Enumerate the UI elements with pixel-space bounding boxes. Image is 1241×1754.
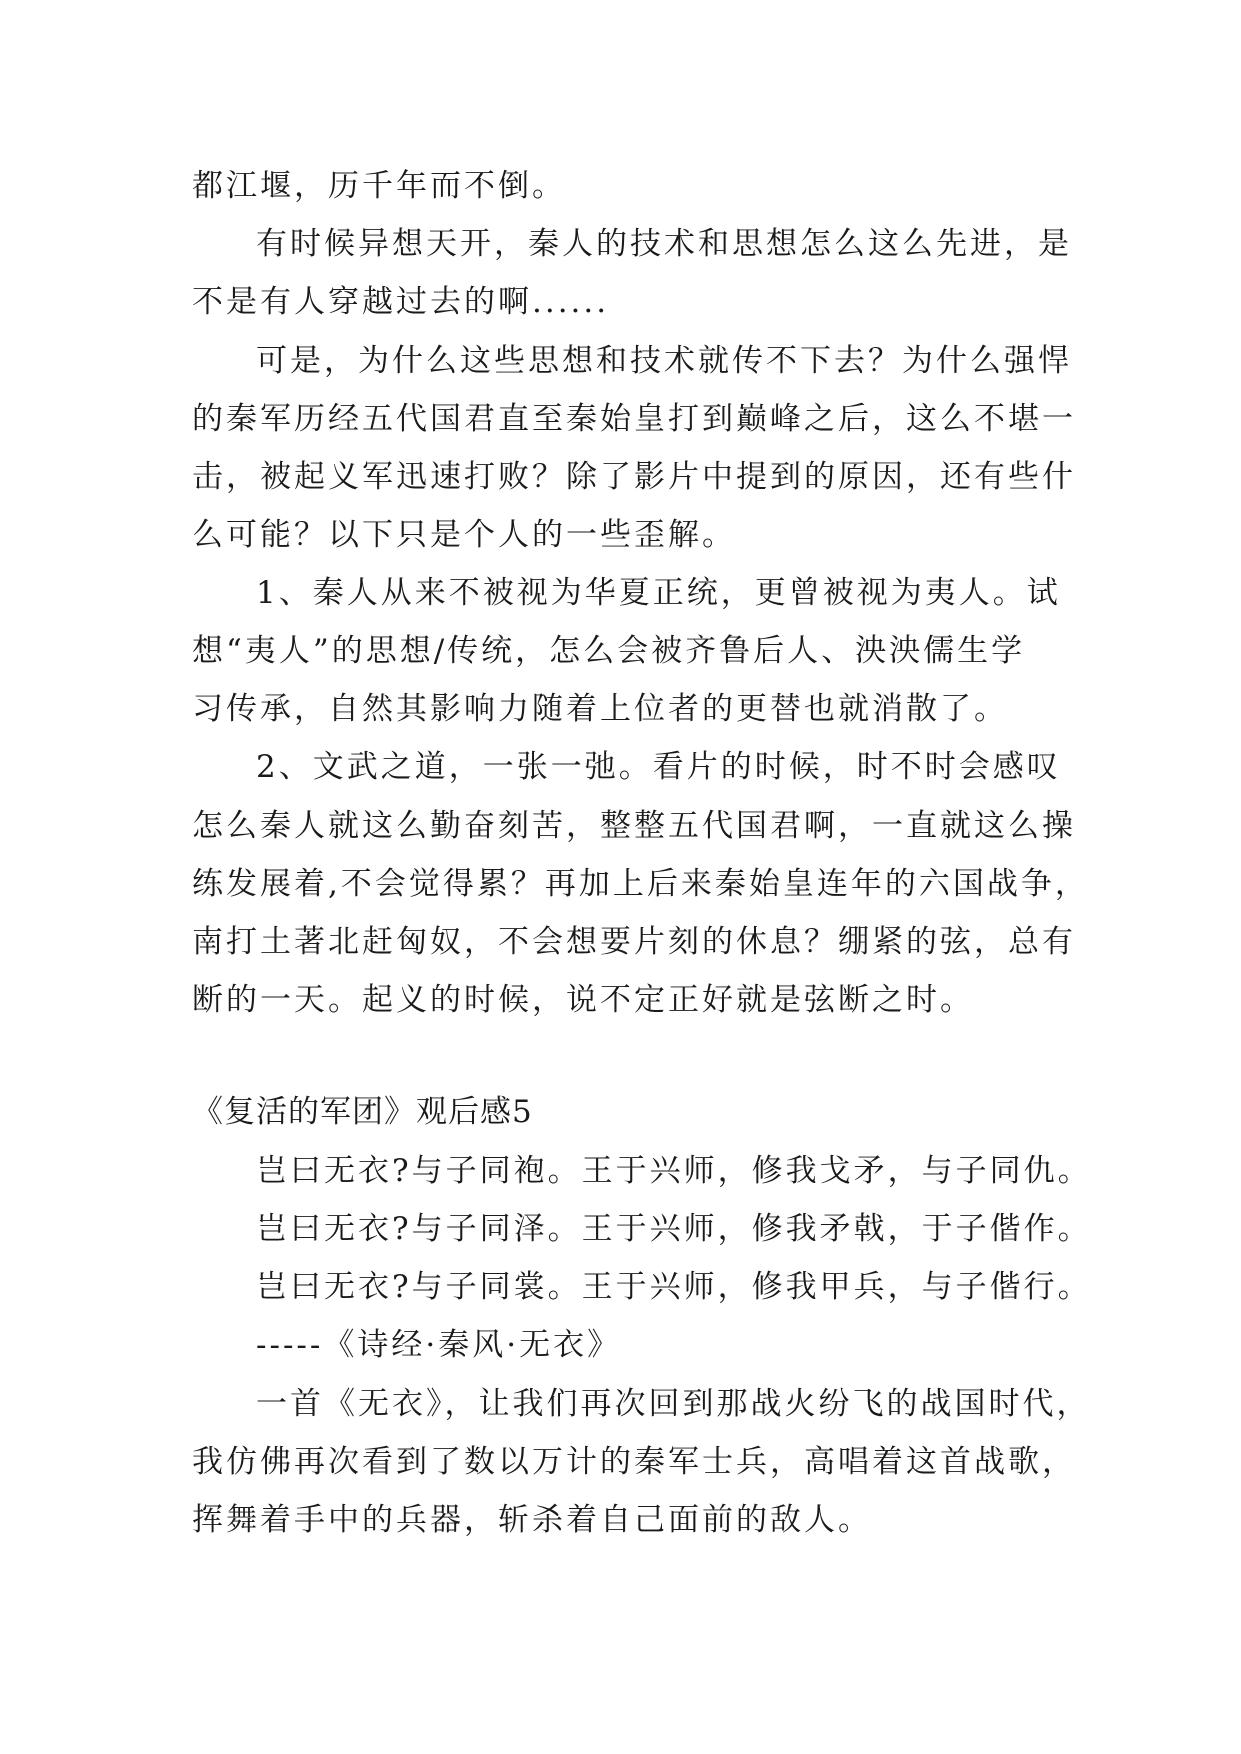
text-line-9: 想“夷人”的思想/传统，怎么会被齐鲁后人、泱泱儒生学 xyxy=(192,633,1026,669)
text-line-18: 挥舞着手中的兵器，斩杀着自己面前的敌人。 xyxy=(192,1502,872,1538)
text-line-4: 可是，为什么这些思想和技术就传不下去？为什么强悍 xyxy=(256,343,1072,379)
poem-line-2: 岂曰无衣?与子同泽。王于兴师，修我矛戟，于子偕作。 xyxy=(256,1211,1092,1247)
poem-line-1: 岂曰无衣?与子同袍。王于兴师，修我戈矛，与子同仇。 xyxy=(256,1153,1092,1189)
text-line-12: 怎么秦人就这么勤奋刻苦，整整五代国君啊，一直就这么操 xyxy=(192,808,1076,844)
poem-line-3: 岂曰无衣?与子同裳。王于兴师，修我甲兵，与子偕行。 xyxy=(256,1269,1092,1305)
text-line-10: 习传承，自然其影响力随着上位者的更替也就消散了。 xyxy=(192,691,1008,727)
text-line-5: 的秦军历经五代国君直至秦始皇打到巅峰之后，这么不堪一 xyxy=(192,401,1076,437)
text-line-3: 不是有人穿越过去的啊...... xyxy=(192,284,610,320)
text-line-11: 2、文武之道，一张一弛。看片的时候，时不时会感叹 xyxy=(256,749,1061,785)
text-line-8: 1、秦人从来不被视为华夏正统，更曾被视为夷人。试 xyxy=(256,575,1061,611)
text-line-7: 么可能？以下只是个人的一些歪解。 xyxy=(192,517,736,553)
poem-source: -----《诗经·秦风·无衣》 xyxy=(256,1327,622,1363)
text-line-1: 都江堰，历千年而不倒。 xyxy=(192,168,566,204)
section-heading: 《复活的军团》观后感5 xyxy=(192,1094,533,1130)
text-line-13: 练发展着,不会觉得累？再加上后来秦始皇连年的六国战争， xyxy=(192,866,1089,902)
text-line-14: 南打土著北赶匈奴，不会想要片刻的休息？绷紧的弦，总有 xyxy=(192,924,1076,960)
text-line-6: 击，被起义军迅速打败？除了影片中提到的原因，还有些什 xyxy=(192,459,1076,495)
text-line-15: 断的一天。起义的时候，说不定正好就是弦断之时。 xyxy=(192,982,974,1018)
text-line-17: 我仿佛再次看到了数以万计的秦军士兵，高唱着这首战歌， xyxy=(192,1444,1076,1480)
text-line-2: 有时候异想天开，秦人的技术和思想怎么这么先进，是 xyxy=(256,226,1072,262)
text-line-16: 一首《无衣》，让我们再次回到那战火纷飞的战国时代， xyxy=(256,1386,1091,1422)
